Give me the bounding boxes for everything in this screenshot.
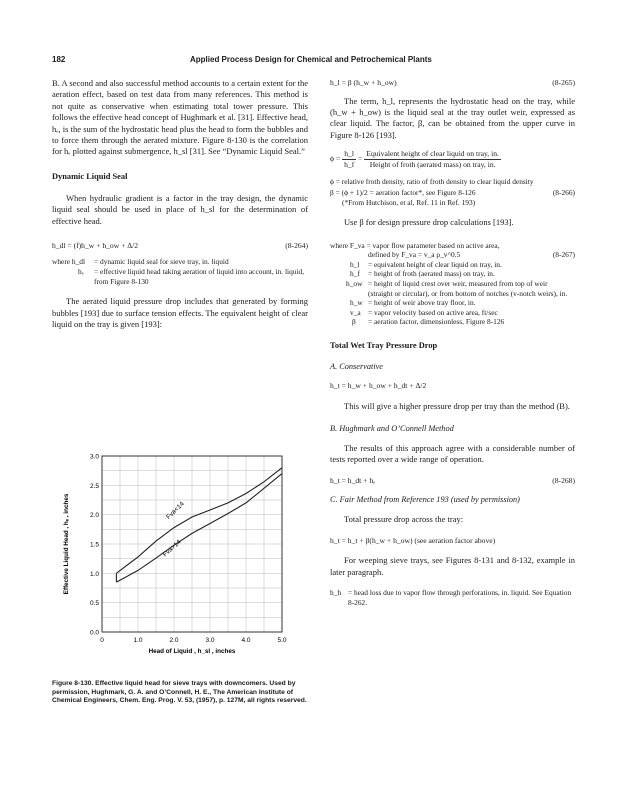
numerator: h_l bbox=[342, 149, 356, 160]
x-tick-label: 3.0 bbox=[205, 637, 215, 644]
where-item bbox=[52, 257, 308, 267]
y-tick-label: 1.0 bbox=[89, 570, 99, 578]
equation-number: (8-265) bbox=[552, 78, 575, 87]
definition-text: ϕ = relative froth density, ratio of froth density to clear liquid density bbox=[330, 177, 534, 187]
series-line-fva-lt-14 bbox=[116, 468, 282, 574]
equation-number: (8-267) bbox=[552, 250, 575, 260]
equation-text: h_t = h_w + h_ow + h_dt + Δ/2 bbox=[330, 380, 427, 390]
where-item bbox=[52, 267, 308, 286]
subsection-heading: C. Fair Method from Reference 193 (used by permission) bbox=[330, 495, 520, 505]
where-symbol: h_f bbox=[350, 269, 360, 279]
where-item bbox=[330, 279, 575, 298]
body-paragraph: Use β for design pressure drop calculations [193]. bbox=[344, 217, 514, 228]
x-tick-label: 2.0 bbox=[169, 637, 179, 644]
y-tick-label: 2.5 bbox=[89, 482, 99, 490]
equation-8-264 bbox=[52, 241, 308, 251]
x-tick-label: 4.0 bbox=[241, 637, 251, 644]
equation-text: h_t = h_t + β(h_w + h_ow) (see aeration factor above) bbox=[330, 535, 496, 545]
effective-head-chart bbox=[52, 448, 308, 672]
where-definition: = head loss due to vapor flow through perforations, in. liquid. See Equation 8-262. bbox=[348, 588, 572, 607]
y-tick-label: 0.5 bbox=[89, 600, 99, 608]
body-paragraph: When hydraulic gradient is a factor in the tray design, the dynamic liquid seal should be used in place of h_sl for the determination of effective head. bbox=[52, 192, 308, 226]
where-list bbox=[330, 241, 575, 327]
series-line-fva-gt-14 bbox=[116, 474, 282, 582]
section-heading: Total Wet Tray Pressure Drop bbox=[330, 340, 438, 350]
equation-8-266 bbox=[330, 188, 575, 198]
where-item bbox=[330, 317, 575, 327]
equation-text: h_dl = (f)h_w + h_ow + Δ/2 bbox=[52, 241, 139, 251]
footnote: (*From Hutchison, et al, Ref. 11 in Ref. 193) bbox=[342, 197, 476, 207]
equation-text: β = (ϕ + 1)/2 = aeration factor*, see Figure 8-126 bbox=[330, 188, 476, 197]
where-list bbox=[52, 257, 308, 287]
where-definition: = height of weir above tray floor, in. bbox=[368, 298, 476, 308]
equation-number: (8-266) bbox=[552, 188, 575, 197]
where-symbol: β bbox=[352, 317, 356, 327]
subsection-heading: A. Conservative bbox=[330, 361, 383, 371]
where-definition: defined by F_va = v_a ρ_v^0.5 bbox=[368, 250, 461, 260]
froth-density-equation bbox=[330, 149, 575, 169]
where-item bbox=[330, 269, 575, 279]
where-symbol: h_w bbox=[350, 298, 363, 308]
x-axis-label: Head of Liquid , h_sl , inches bbox=[148, 648, 236, 655]
equation-number: (8-268) bbox=[552, 475, 575, 485]
subsection-heading: B. Hughmark and O’Connell Method bbox=[330, 423, 454, 433]
where-symbol: h_l bbox=[350, 259, 360, 269]
right-column bbox=[330, 78, 575, 607]
where-definition: = aeration factor, dimensionless, Figure 8-126 bbox=[368, 317, 505, 327]
where-item bbox=[330, 308, 575, 318]
body-paragraph: The term, h_l, represents the hydrostatic head on the tray, while (h_w + h_ow) is the liquid seal at the tray outlet weir, expressed as clear liquid. The factor, β, can be obtained from the upper curve in Figure 8-126 [193]. bbox=[330, 95, 575, 140]
y-tick-label: 1.5 bbox=[89, 541, 99, 549]
section-heading: Dynamic Liquid Seal bbox=[52, 171, 128, 181]
y-tick-label: 2.0 bbox=[89, 512, 99, 520]
equation-text: ϕ = bbox=[330, 154, 341, 164]
where-item bbox=[330, 250, 575, 260]
where-symbol: h_h bbox=[330, 588, 342, 598]
equation-number: (8-264) bbox=[285, 241, 308, 251]
x-tick-label: 1.0 bbox=[133, 637, 143, 644]
body-paragraph: This will give a higher pressure drop per tray than the method (B). bbox=[344, 400, 570, 411]
equation-text: h_t = h_dt + hₑ bbox=[330, 475, 376, 485]
equation-8-268 bbox=[330, 476, 575, 486]
figure-caption: Figure 8-130. Effective liquid head for sieve trays with downcomers. Used by permission, Hughmark, G. A. and O’Connell, H. E., The American Institute of Chemical Engineers, Chem. Eng. Prog. V. 53, (1957), p. 127M, all rights reserved. bbox=[52, 680, 307, 705]
equation-8-265 bbox=[330, 78, 575, 88]
x-tick-label: 0 bbox=[100, 637, 104, 644]
denominator: Height of froth (aerated mass) on tray, in. bbox=[369, 159, 496, 169]
running-title: Applied Process Design for Chemical and Petrochemical Plants bbox=[190, 55, 432, 64]
where-definition: = dynamic liquid seal for sieve tray, in. liquid bbox=[94, 256, 229, 266]
y-tick-label: 0.0 bbox=[89, 629, 99, 637]
where-symbol: v_a bbox=[350, 307, 361, 317]
where-definition: = equivalent height of clear liquid on tray, in. bbox=[368, 259, 502, 269]
where-symbol: where h_dl bbox=[52, 256, 86, 266]
fraction bbox=[342, 149, 356, 169]
where-definition: = effective liquid head taking aeration of liquid into account, in. liquid, from Figure 8-130 bbox=[94, 267, 305, 286]
where-symbol: h_ow bbox=[346, 278, 363, 288]
denominator: h_f bbox=[344, 159, 355, 169]
y-axis-label: Effective Liquid Head , hₑ , inches bbox=[63, 493, 70, 595]
equation-text: = bbox=[358, 154, 363, 164]
annotation-fva-gt-14: Fva>14 bbox=[161, 538, 183, 559]
annotation-fva-lt-14: Fva<14 bbox=[165, 500, 186, 521]
body-paragraph: The aerated liquid pressure drop includes that generated by forming bubbles [193] due to surface tension effects. The equivalent height of clear liquid on the tray is given [193]: bbox=[52, 296, 308, 330]
body-paragraph: The results of this approach agree with a considerable number of tests reported over a wide range of operation. bbox=[330, 442, 575, 465]
where-item bbox=[330, 588, 575, 607]
page-number: 182 bbox=[52, 55, 66, 64]
where-item bbox=[330, 260, 575, 270]
where-symbol: hₑ bbox=[78, 267, 84, 277]
body-paragraph: B. A second and also successful method accounts to a certain extent for the aeration effect, based on test data from many references. This method is not quite as conservative when estimating total tower pressure. This follows the effective head concept of Hughmark et al. [31]. Effective head, hₑ, is the sum of the hydrostatic head plus the head to form the bubbles and to force them through the aerated mixture. Figure 8-130 is the correlation for hₑ plotted against submergence, h_sl [31]. See “Dynamic Liquid Seal.” bbox=[52, 78, 308, 157]
body-paragraph: For weeping sieve trays, see Figures 8-131 and 8-132, example in later paragraph. bbox=[330, 555, 575, 577]
where-definition: = height of liquid crest over weir, measured from top of weir (straight or circular), or from bottom of notches (v-notch weirs), in. bbox=[368, 278, 568, 298]
x-tick-label: 5.0 bbox=[277, 637, 287, 644]
where-item: where F_va = vapor flow parameter based on active area, bbox=[330, 240, 500, 250]
body-paragraph: Total pressure drop across the tray: bbox=[344, 514, 464, 525]
equation-text: h_l = β (h_w + h_ow) bbox=[330, 78, 397, 87]
numerator: Equivalent height of clear liquid on tray, in. bbox=[366, 149, 499, 159]
y-tick-label: 3.0 bbox=[89, 453, 99, 461]
where-item bbox=[330, 298, 575, 308]
where-definition: = height of froth (aerated mass) on tray, in. bbox=[368, 269, 495, 279]
where-definition: = vapor velocity based on active area, ft/sec bbox=[368, 307, 498, 317]
left-column bbox=[52, 78, 308, 331]
fraction bbox=[364, 149, 501, 169]
